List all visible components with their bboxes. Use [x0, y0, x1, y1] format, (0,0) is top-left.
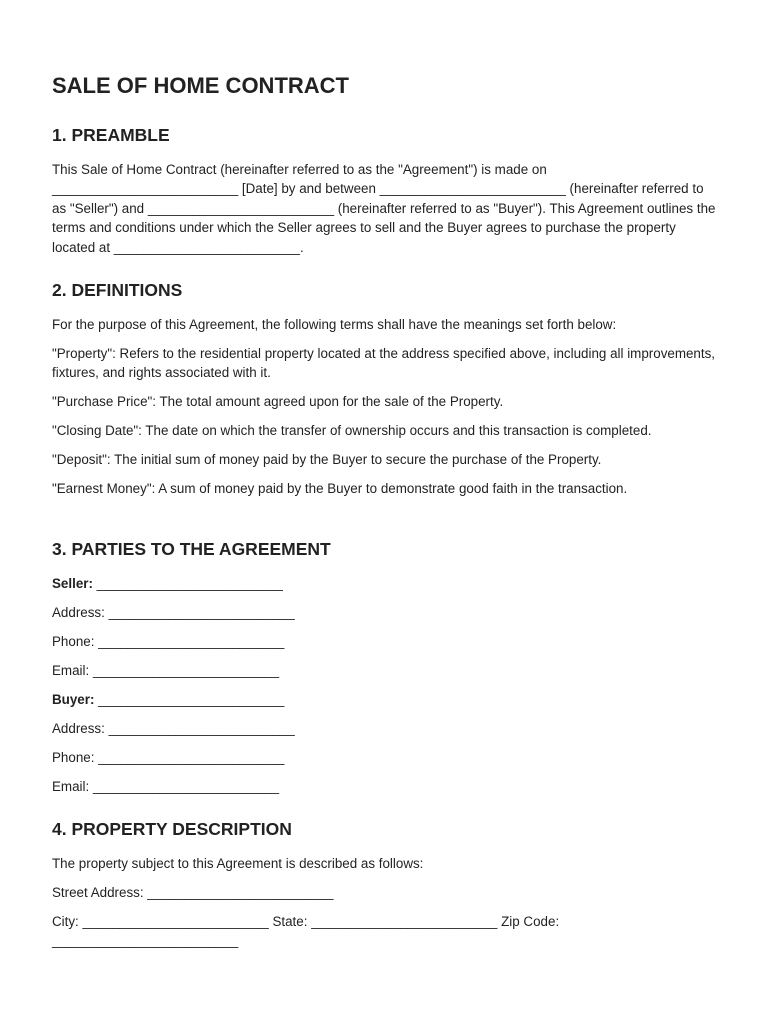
- seller-address-field: [52, 603, 720, 622]
- section-heading: 1. PREAMBLE: [52, 125, 170, 145]
- section-parties: [52, 539, 720, 806]
- seller-blank: _________________________: [379, 181, 566, 197]
- buyer-address-field: [52, 719, 720, 738]
- blank: _________________________: [98, 750, 285, 765]
- label: City:: [52, 914, 79, 929]
- definition-item: "Closing Date": The date on which the transfer of ownership occurs and this transaction is completed.: [52, 423, 652, 439]
- seller-email-field: [52, 661, 720, 680]
- blank: _________________________: [52, 933, 239, 949]
- buyer-phone-field: [52, 748, 720, 767]
- text: (hereinafter referred to as "Buyer"). This Agreement outlines the terms and conditions under which the Seller agrees to sell and the Buyer agrees to purchase the property located at: [52, 200, 716, 255]
- seller-field: [52, 574, 720, 593]
- definitions-intro: For the purpose of this Agreement, the following terms shall have the meanings set forth below:: [52, 317, 617, 332]
- seller-phone-field: [52, 632, 720, 651]
- label: Address:: [52, 605, 105, 620]
- blank: _________________________: [92, 663, 280, 678]
- preamble-paragraph: [52, 160, 720, 257]
- property-intro: The property subject to this Agreement is described as follows:: [52, 856, 424, 871]
- document-title: SALE OF HOME CONTRACT: [52, 73, 349, 98]
- label: Phone:: [52, 634, 95, 649]
- label: Phone:: [52, 750, 95, 765]
- buyer-field: [52, 690, 720, 709]
- label: Street Address:: [52, 885, 144, 900]
- label: Email:: [52, 663, 90, 678]
- location-blank: _________________________: [113, 239, 300, 255]
- text: .: [299, 239, 304, 255]
- date-blank: _________________________: [52, 181, 239, 197]
- section-heading: 4. PROPERTY DESCRIPTION: [52, 819, 292, 839]
- label: Zip Code:: [501, 914, 560, 929]
- definition-item: "Deposit": The initial sum of money paid by the Buyer to secure the purchase of the Property.: [52, 452, 602, 468]
- section-heading: 2. DEFINITIONS: [52, 280, 183, 300]
- label: Buyer:: [52, 692, 95, 707]
- blank: _________________________: [98, 692, 285, 707]
- section-property: [52, 819, 720, 960]
- text: (hereinafter referred to as "Seller") and: [52, 181, 704, 216]
- label: State:: [272, 914, 308, 929]
- blank: _________________________: [108, 605, 295, 620]
- definition-item: "Property": Refers to the residential property located at the address specified above, including all improvements, fixtures, and rights associated with it.: [52, 346, 716, 381]
- text: This Sale of Home Contract (hereinafter referred to as the "Agreement") is made on: [52, 162, 547, 177]
- text: [Date] by and between: [238, 181, 380, 197]
- section-definitions: [52, 280, 720, 508]
- buyer-email-field: [52, 777, 720, 796]
- blank: _________________________: [108, 721, 295, 736]
- blank: _________________________: [92, 779, 280, 794]
- blank: _________________________: [311, 914, 498, 929]
- city-state-zip-field: [52, 912, 720, 951]
- label: Email:: [52, 779, 90, 794]
- label: Seller:: [52, 576, 93, 591]
- definition-item: "Purchase Price": The total amount agreed upon for the sale of the Property.: [52, 394, 504, 410]
- section-heading: 3. PARTIES TO THE AGREEMENT: [52, 539, 331, 559]
- blank: _________________________: [147, 885, 334, 900]
- blank: _________________________: [82, 914, 269, 929]
- blank: _________________________: [96, 576, 283, 591]
- label: Address:: [52, 721, 105, 736]
- buyer-blank: _________________________: [147, 200, 335, 216]
- section-preamble: [52, 125, 720, 267]
- blank: _________________________: [98, 634, 285, 649]
- street-address-field: [52, 883, 720, 902]
- definition-item: "Earnest Money": A sum of money paid by the Buyer to demonstrate good faith in the transaction.: [52, 481, 628, 497]
